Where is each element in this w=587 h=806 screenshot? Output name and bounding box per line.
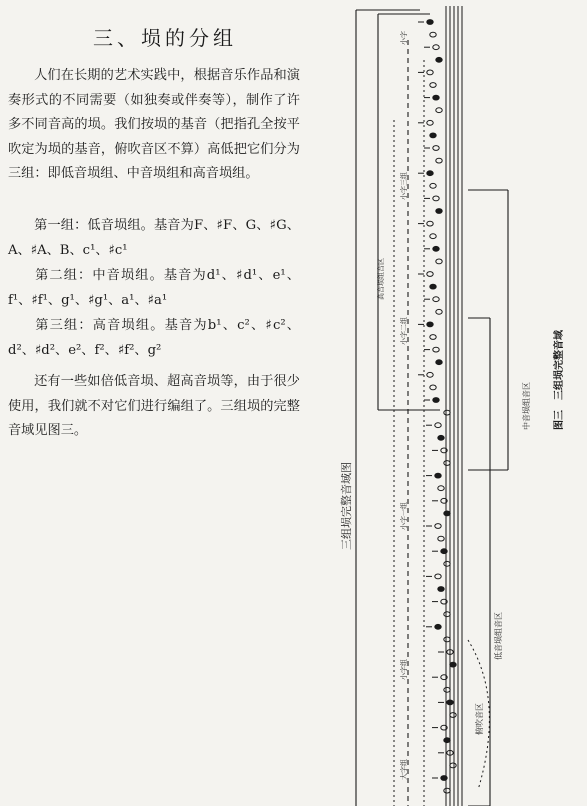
note-head <box>444 637 450 642</box>
note-head <box>438 486 444 491</box>
note-head <box>433 398 439 403</box>
note-head <box>427 372 433 377</box>
note-head <box>436 209 442 214</box>
note-head <box>444 410 450 415</box>
figure-caption: 图三 三组埙完整音域 <box>554 330 565 430</box>
note-head <box>427 171 433 176</box>
group-one-paragraph: 第一组：低音埙组。基音为F、♯F、G、♯G、A、♯A、B、c¹、♯c¹ <box>8 218 300 258</box>
xiaozi-label: 小字 <box>400 31 408 45</box>
note-head <box>433 45 439 50</box>
full-range-label: 三组埙完整音域图 <box>340 462 353 550</box>
xiaozi-2-label: 小字二组 <box>400 317 408 345</box>
note-head <box>433 246 439 251</box>
note-head <box>447 700 453 705</box>
note-head <box>435 524 441 529</box>
group-two-paragraph: 第二组：中音埙组。基音为d¹、♯d¹、e¹、f¹、♯f¹、g¹、♯g¹、a¹、♯a¹ <box>8 268 300 308</box>
note-head <box>436 57 442 62</box>
note-head <box>438 587 444 592</box>
mid-group-bracket <box>468 190 508 470</box>
note-head <box>438 536 444 541</box>
note-head <box>433 196 439 201</box>
dazi-group-label: 大字组 <box>400 759 408 780</box>
note-head <box>438 435 444 440</box>
note-head <box>427 272 433 277</box>
note-head <box>444 738 450 743</box>
note-head <box>444 612 450 617</box>
note-head <box>435 624 441 629</box>
high-group-label: 高音埙组音区 <box>377 258 385 300</box>
note-head <box>430 83 436 88</box>
note-head <box>427 70 433 75</box>
note-head <box>427 120 433 125</box>
note-head <box>444 561 450 566</box>
note-head <box>444 511 450 516</box>
mid-group-label: 中音埙组音区 <box>522 382 531 430</box>
note-head <box>444 788 450 793</box>
group-three-paragraph: 第三组：高音埙组。基音为b¹、c²、♯c²、d²、♯d²、e²、f²、♯f²、g² <box>8 318 300 358</box>
note-head <box>430 335 436 340</box>
low-group-label: 低音埙组音区 <box>494 612 503 660</box>
xiaozi-1-label: 小字一组 <box>400 502 408 530</box>
note-head <box>430 385 436 390</box>
note-head <box>430 183 436 188</box>
full-range-bracket <box>356 10 440 806</box>
note-head <box>433 146 439 151</box>
closing-paragraph: 还有一些如倍低音埙、超高音埙等，由于很少使用，我们就不对它们进行编组了。三组埙的完整音域见图三。 <box>8 374 300 439</box>
note-head <box>441 549 447 554</box>
note-head <box>436 309 442 314</box>
note-head <box>433 297 439 302</box>
note-head <box>450 713 456 718</box>
xiaozi-group-label: 小字组 <box>400 659 408 680</box>
note-head <box>427 221 433 226</box>
note-head <box>436 158 442 163</box>
xiaozi-3-label: 小字三组 <box>400 172 408 200</box>
section-title: 三、埙的分组 <box>93 26 237 50</box>
note-head <box>436 360 442 365</box>
fuchui-label: 俯吹音区 <box>475 703 484 735</box>
intro-paragraph: 人们在长期的艺术实践中，根据音乐作品和演奏形式的不同需要（如独奏或伴奏等），制作了许多不同音高的埙。我们按埙的基音（把指孔全按平吹定为埙的基音，俯吹音区不算）高低把它们分为三组：即低音埙组、中音埙组和高音埙组。 <box>8 68 300 182</box>
note-head <box>433 347 439 352</box>
note-head <box>427 322 433 327</box>
note-head <box>430 32 436 37</box>
note-head <box>436 108 442 113</box>
note-head <box>450 662 456 667</box>
note-head <box>435 574 441 579</box>
high-group-dotted <box>394 60 424 806</box>
note-head <box>441 776 447 781</box>
note-head <box>430 234 436 239</box>
note-head <box>435 423 441 428</box>
note-head <box>444 687 450 692</box>
note-head <box>450 763 456 768</box>
note-head <box>436 259 442 264</box>
staff-lines <box>446 6 462 806</box>
note-head <box>427 20 433 25</box>
note-head <box>430 133 436 138</box>
note-head <box>430 284 436 289</box>
note-head <box>444 461 450 466</box>
note-head <box>435 473 441 478</box>
note-head <box>433 95 439 100</box>
